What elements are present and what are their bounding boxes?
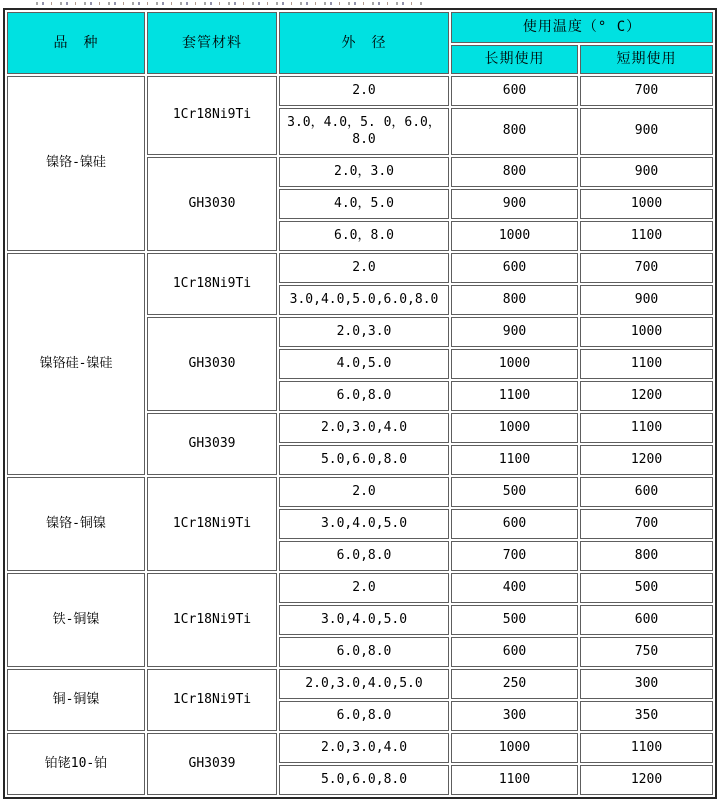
- od-cell: 4.0，5.0: [279, 189, 449, 219]
- table-header: [7, 12, 713, 74]
- temp-short-cell: 300: [580, 669, 713, 699]
- table-row: [7, 669, 713, 699]
- od-cell: 4.0,5.0: [279, 349, 449, 379]
- temp-short-cell: 600: [580, 477, 713, 507]
- temp-short-cell: 500: [580, 573, 713, 603]
- temp-short-cell: 1100: [580, 733, 713, 763]
- od-cell: 2.0,3.0,4.0: [279, 413, 449, 443]
- temp-long-cell: 500: [451, 477, 578, 507]
- temp-long-cell: 1100: [451, 765, 578, 795]
- od-cell: 3.0，4.0，5. 0，6.0，8.0: [279, 108, 449, 155]
- temp-long-cell: 900: [451, 189, 578, 219]
- variety-cell: 铂铑10-铂: [7, 733, 145, 795]
- header-temp-long: 长期使用: [451, 45, 578, 74]
- od-cell: 3.0,4.0,5.0,6.0,8.0: [279, 285, 449, 315]
- od-cell: 2.0,3.0: [279, 317, 449, 347]
- variety-cell: 镍铬-铜镍: [7, 477, 145, 571]
- temp-short-cell: 700: [580, 509, 713, 539]
- temp-long-cell: 1000: [451, 349, 578, 379]
- temp-short-cell: 1000: [580, 189, 713, 219]
- temp-long-cell: 800: [451, 108, 578, 155]
- od-cell: 2.0: [279, 477, 449, 507]
- od-cell: 6.0,8.0: [279, 381, 449, 411]
- od-cell: 2.0，3.0: [279, 157, 449, 187]
- temp-short-cell: 700: [580, 253, 713, 283]
- temp-long-cell: 900: [451, 317, 578, 347]
- material-cell: GH3039: [147, 733, 277, 795]
- temp-long-cell: 800: [451, 157, 578, 187]
- od-cell: 2.0: [279, 76, 449, 106]
- temp-long-cell: 600: [451, 509, 578, 539]
- header-row-1: [7, 12, 713, 43]
- od-cell: 6.0，8.0: [279, 221, 449, 251]
- od-cell: 6.0,8.0: [279, 701, 449, 731]
- material-cell: GH3039: [147, 413, 277, 475]
- temp-long-cell: 1000: [451, 221, 578, 251]
- temp-short-cell: 750: [580, 637, 713, 667]
- temp-long-cell: 700: [451, 541, 578, 571]
- material-cell: 1Cr18Ni9Ti: [147, 573, 277, 667]
- header-temp-short: 短期使用: [580, 45, 713, 74]
- temp-long-cell: 400: [451, 573, 578, 603]
- temp-short-cell: 1000: [580, 317, 713, 347]
- od-cell: 2.0,3.0,4.0,5.0: [279, 669, 449, 699]
- header-variety: 品 种: [7, 12, 145, 74]
- header-temp-group: 使用温度（° C）: [451, 12, 713, 43]
- od-cell: 5.0,6.0,8.0: [279, 765, 449, 795]
- material-cell: GH3030: [147, 317, 277, 411]
- temp-long-cell: 250: [451, 669, 578, 699]
- temp-short-cell: 1100: [580, 349, 713, 379]
- temp-short-cell: 900: [580, 285, 713, 315]
- temp-short-cell: 900: [580, 108, 713, 155]
- temp-long-cell: 1000: [451, 733, 578, 763]
- od-cell: 5.0,6.0,8.0: [279, 445, 449, 475]
- od-cell: 2.0: [279, 573, 449, 603]
- table-row: [7, 253, 713, 283]
- temp-long-cell: 800: [451, 285, 578, 315]
- temp-long-cell: 1100: [451, 445, 578, 475]
- od-cell: 3.0,4.0,5.0: [279, 605, 449, 635]
- material-cell: 1Cr18Ni9Ti: [147, 477, 277, 571]
- material-cell: 1Cr18Ni9Ti: [147, 253, 277, 315]
- temp-short-cell: 800: [580, 541, 713, 571]
- temp-long-cell: 500: [451, 605, 578, 635]
- temp-short-cell: 1100: [580, 221, 713, 251]
- variety-cell: 铁-铜镍: [7, 573, 145, 667]
- variety-cell: 镍铬硅-镍硅: [7, 253, 145, 475]
- variety-cell: 铜-铜镍: [7, 669, 145, 731]
- temp-short-cell: 600: [580, 605, 713, 635]
- table-row: [7, 573, 713, 603]
- temp-long-cell: 1100: [451, 381, 578, 411]
- temp-short-cell: 1200: [580, 445, 713, 475]
- temp-long-cell: 600: [451, 76, 578, 106]
- od-cell: 2.0,3.0,4.0: [279, 733, 449, 763]
- header-od: 外 径: [279, 12, 449, 74]
- material-cell: 1Cr18Ni9Ti: [147, 76, 277, 155]
- material-cell: 1Cr18Ni9Ti: [147, 669, 277, 731]
- od-cell: 2.0: [279, 253, 449, 283]
- table-row: [7, 477, 713, 507]
- temp-short-cell: 1100: [580, 413, 713, 443]
- od-cell: 3.0,4.0,5.0: [279, 509, 449, 539]
- temp-short-cell: 700: [580, 76, 713, 106]
- clipped-text-top: [36, 2, 426, 5]
- temp-short-cell: 350: [580, 701, 713, 731]
- temp-long-cell: 1000: [451, 413, 578, 443]
- table-body: [7, 76, 713, 795]
- temp-short-cell: 1200: [580, 381, 713, 411]
- od-cell: 6.0,8.0: [279, 541, 449, 571]
- table-row: [7, 76, 713, 106]
- header-material: 套管材料: [147, 12, 277, 74]
- temp-long-cell: 600: [451, 637, 578, 667]
- temp-long-cell: 600: [451, 253, 578, 283]
- table-row: [7, 733, 713, 763]
- variety-cell: 镍铬-镍硅: [7, 76, 145, 251]
- temp-long-cell: 300: [451, 701, 578, 731]
- thermocouple-sheath-temperature-table: [3, 8, 717, 799]
- od-cell: 6.0,8.0: [279, 637, 449, 667]
- temp-short-cell: 1200: [580, 765, 713, 795]
- temp-short-cell: 900: [580, 157, 713, 187]
- material-cell: GH3030: [147, 157, 277, 251]
